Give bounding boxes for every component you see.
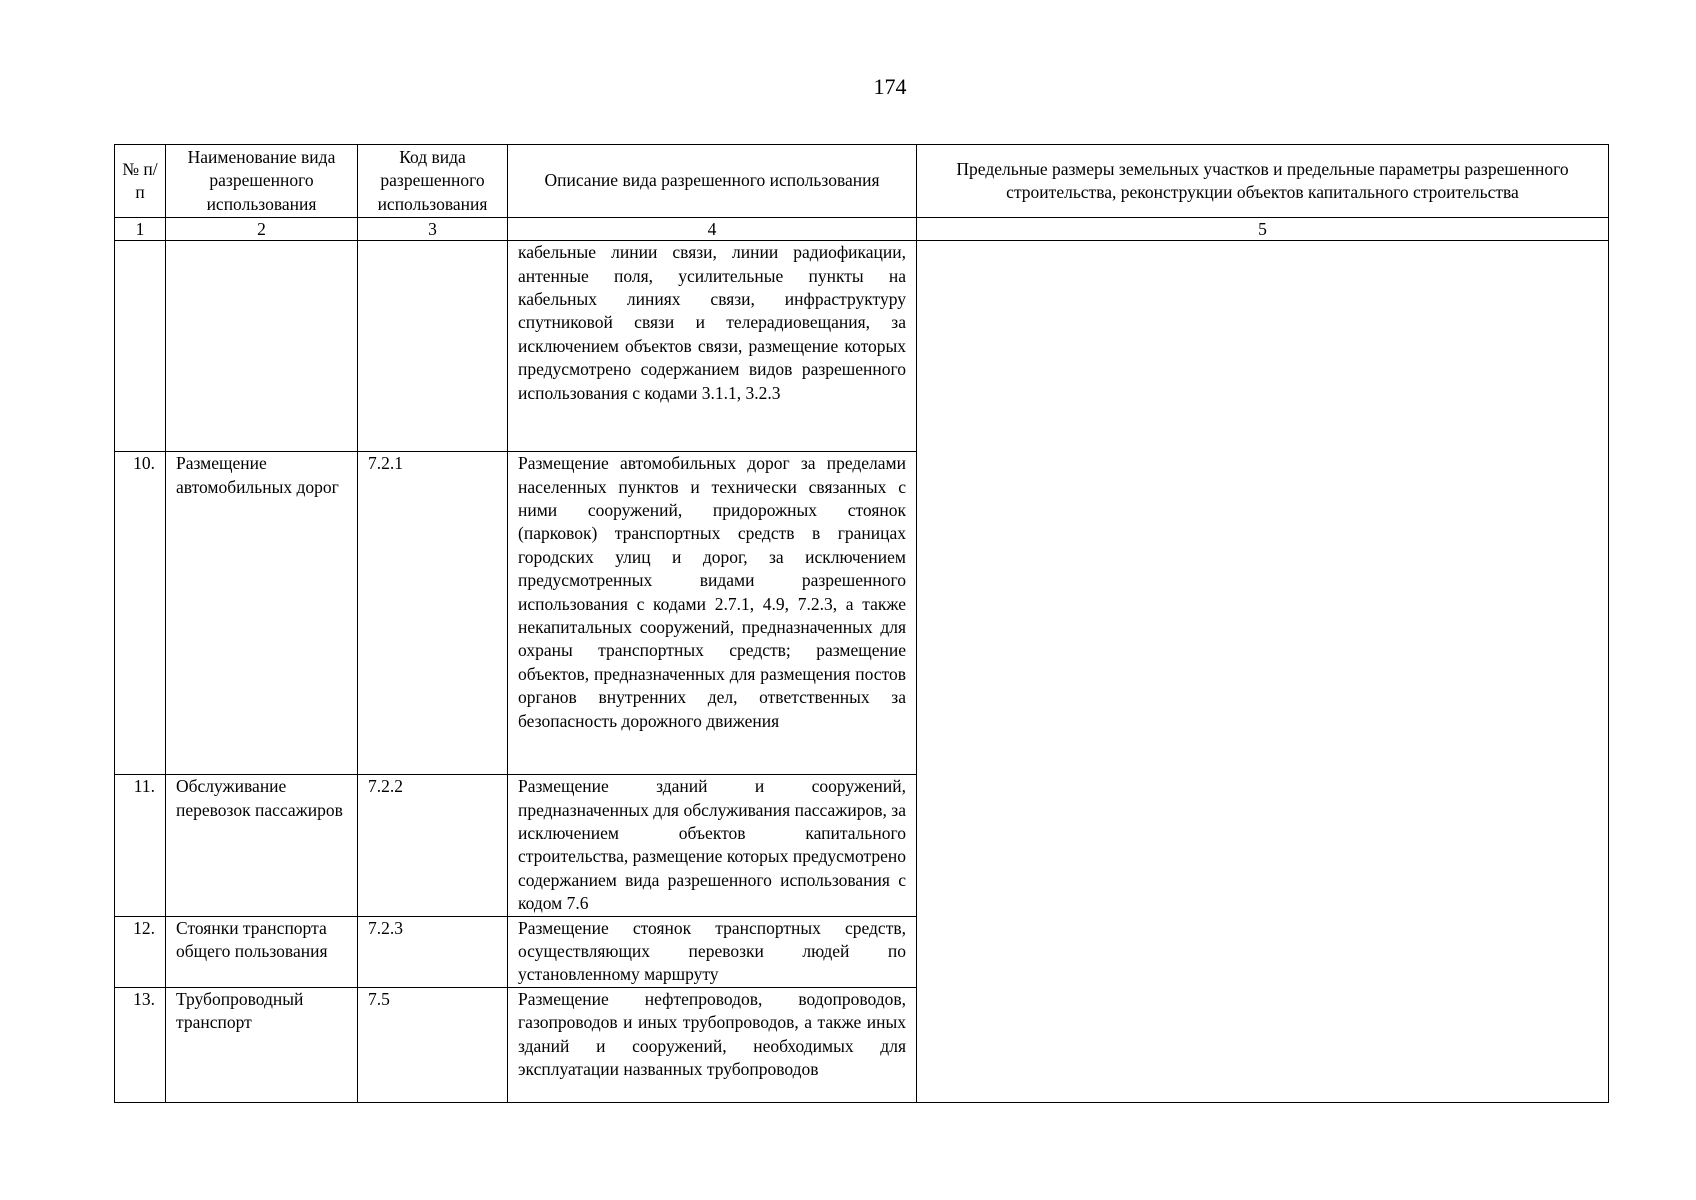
use-name-cell: Трубопроводный транспорт — [166, 987, 358, 1102]
use-description-cell: Размещение нефтепроводов, водопроводов, газопроводов и иных трубопроводов, а также иных зданий и сооружений, необходимых для эксплуатации названных трубопроводов — [508, 987, 917, 1102]
limit-parameters-cell — [917, 241, 1609, 1103]
use-name-cell — [166, 241, 358, 452]
use-code-cell: 7.2.1 — [358, 452, 508, 775]
use-code-cell: 7.2.2 — [358, 775, 508, 916]
use-code-cell — [358, 241, 508, 452]
table-header-row — [115, 145, 1609, 218]
use-description-cell: Размещение автомобильных дорог за пределами населенных пунктов и технически связанных с ними сооружений, придорожных стоянок (парковок) транспортных средств в границах городских улиц и дорог, за исключением предусмотренных видами разрешенного использования с кодами 2.7.1, 4.9, 7.2.3, а также некапитальных сооружений, предназначенных для охраны транспортных средств; размещение объектов, предназначенных для размещения постов органов внутренних дел, ответственных за безопасность дорожного движения — [508, 452, 917, 775]
row-number-cell: 12. — [115, 916, 166, 987]
column-index: 1 — [115, 218, 166, 241]
use-description-cell: Размещение стоянок транспортных средств, осуществляющих перевозки людей по установленному маршруту — [508, 916, 917, 987]
header-use-description: Описание вида разрешенного использования — [508, 145, 917, 218]
column-index-row — [115, 218, 1609, 241]
row-number-cell: 11. — [115, 775, 166, 916]
use-code-cell: 7.5 — [358, 987, 508, 1102]
use-name-cell: Обслуживание перевозок пассажиров — [166, 775, 358, 916]
header-use-name: Наименование вида разрешенного использования — [166, 145, 358, 218]
column-index: 5 — [917, 218, 1609, 241]
row-number-cell — [115, 241, 166, 452]
header-use-code: Код вида разрешенного использования — [358, 145, 508, 218]
row-number-cell: 13. — [115, 987, 166, 1102]
column-index: 4 — [508, 218, 917, 241]
column-index: 3 — [358, 218, 508, 241]
row-number-cell: 10. — [115, 452, 166, 775]
use-description-cell: Размещение зданий и сооружений, предназначенных для обслуживания пассажиров, за исключением объектов капитального строительства, размещение которых предусмотрено содержанием вида разрешенного использования с кодом 7.6 — [508, 775, 917, 916]
use-code-cell: 7.2.3 — [358, 916, 508, 987]
use-name-cell: Размещение автомобильных дорог — [166, 452, 358, 775]
permitted-use-table — [114, 144, 1609, 1103]
table-row-continuation — [115, 241, 1609, 452]
use-name-cell: Стоянки транспорта общего пользования — [166, 916, 358, 987]
column-index: 2 — [166, 218, 358, 241]
use-description-cell: кабельные линии связи, линии радиофикации, антенные поля, усилительные пункты на кабельных линиях связи, инфраструктуру спутниковой связи и телерадиовещания, за исключением объектов связи, размещение которых предусмотрено содержанием видов разрешенного использования с кодами 3.1.1, 3.2.3 — [508, 241, 917, 452]
page-number: 174 — [873, 74, 907, 99]
header-number: № п/п — [115, 145, 166, 218]
header-limit-parameters: Предельные размеры земельных участков и предельные параметры разрешенного строительства, реконструкции объектов капитального строительства — [917, 145, 1609, 218]
